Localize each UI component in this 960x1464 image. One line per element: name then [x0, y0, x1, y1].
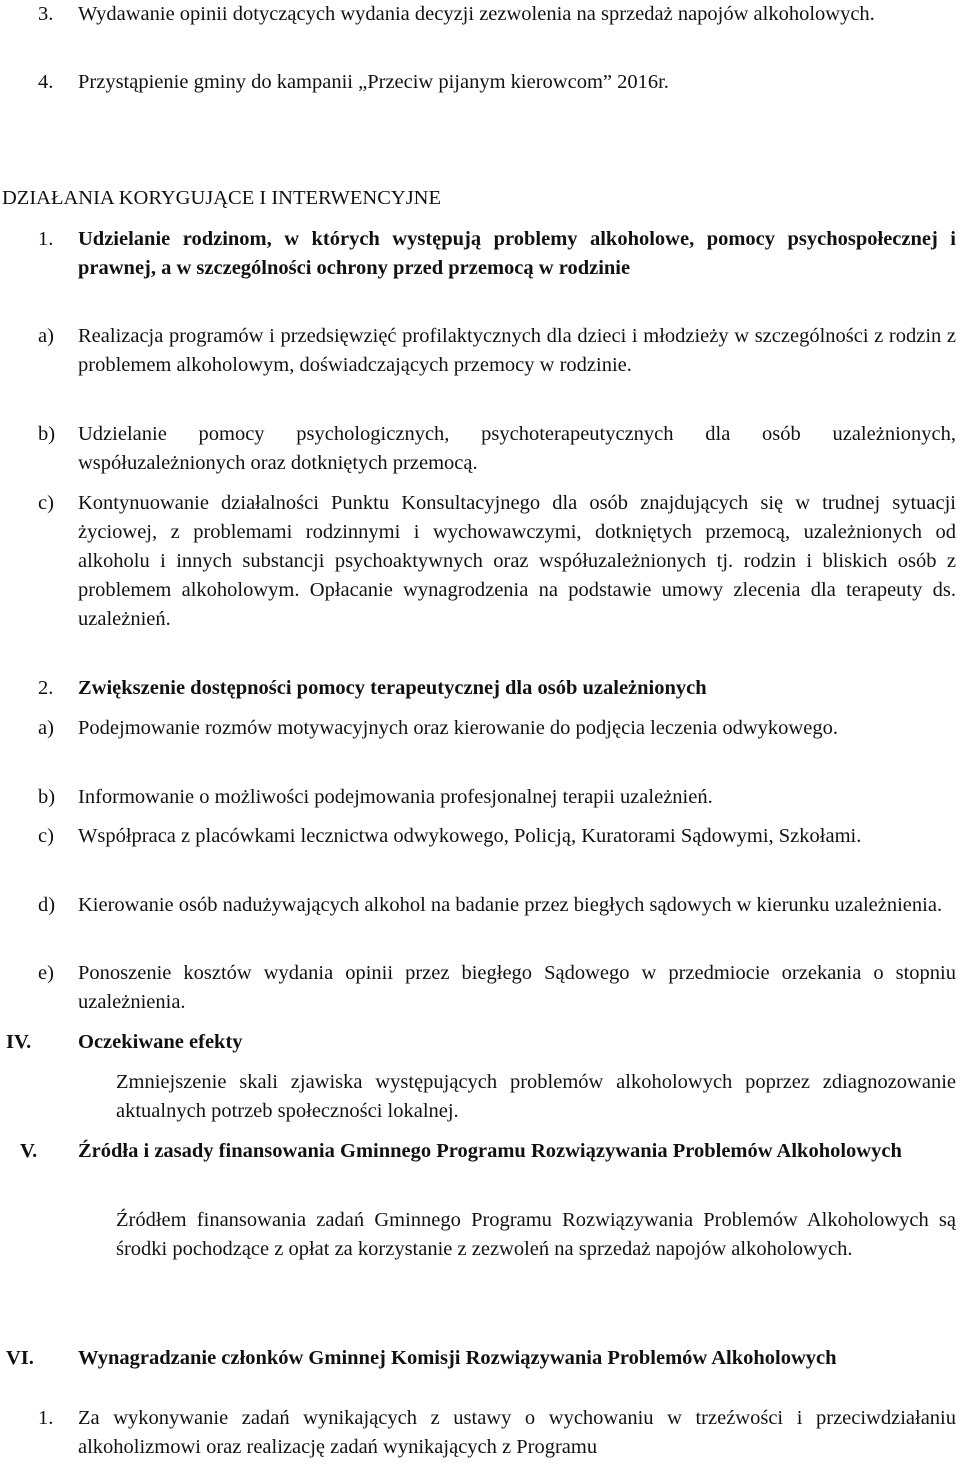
sub-item-text: Informowanie o możliwości podejmowania profesjonalnej terapii uzależnień. [78, 786, 713, 808]
section-number: IV. [6, 1031, 32, 1053]
sub-item-text: Kierowanie osób nadużywających alkohol na badanie przez biegłych sądowych w kierunku uzależnienia. [78, 894, 943, 916]
section-title: Źródła i zasady finansowania Gminnego Programu Rozwiązywania Problemów Alkoholowych [78, 1140, 902, 1162]
list-number: 4. [38, 71, 54, 93]
sub-item-text: Udzielanie pomocy psychologicznych, psychoterapeutycznych dla osób uzależnionych, współuzależnionych oraz dotkniętych przemocą. [78, 423, 956, 474]
section-number: V. [20, 1140, 38, 1162]
section-heading: DZIAŁANIA KORYGUJĄCE I INTERWENCYJNE [2, 187, 442, 209]
list-item-text: Przystąpienie gminy do kampanii „Przeciw pijanym kierowcom” 2016r. [78, 71, 669, 93]
item-title: Zwiększenie dostępności pomocy terapeutycznej dla osób uzależnionych [78, 677, 707, 699]
sub-letter: c) [38, 825, 54, 847]
list-item-text: Wydawanie opinii dotyczących wydania decyzji zezwolenia na sprzedaż napojów alkoholowych. [78, 3, 875, 25]
list-number: 3. [38, 3, 54, 25]
section-body: Źródłem finansowania zadań Gminnego Programu Rozwiązywania Problemów Alkoholowych są środki pochodzące z opłat za korzystanie z zezwoleń na sprzedaż napojów alkoholowych. [116, 1209, 956, 1260]
sub-item-text: Podejmowanie rozmów motywacyjnych oraz kierowanie do podjęcia leczenia odwykowego. [78, 717, 838, 739]
item-number: 2. [38, 677, 54, 699]
section-title: Wynagradzanie członków Gminnej Komisji Rozwiązywania Problemów Alkoholowych [78, 1347, 837, 1369]
item-title: Udzielanie rodzinom, w których występują problemy alkoholowe, pomocy psychospołecznej i prawnej, a w szczególności ochrony przed przemocą w rodzinie [78, 228, 956, 279]
sub-item-text: Ponoszenie kosztów wydania opinii przez biegłego Sądowego w przedmiocie orzekania o stopniu uzależnienia. [78, 962, 956, 1013]
sub-letter: a) [38, 717, 54, 739]
section-number: VI. [6, 1347, 34, 1369]
section-title: Oczekiwane efekty [78, 1031, 243, 1053]
sub-letter: b) [38, 423, 56, 445]
sub-item-text: Realizacja programów i przedsięwzięć profilaktycznych dla dzieci i młodzieży w szczególności z rodzin z problemem alkoholowym, doświadczających przemocy w rodzinie. [78, 325, 956, 376]
sub-letter: a) [38, 325, 54, 347]
item-number: 1. [38, 228, 54, 250]
item-number: 1. [38, 1407, 54, 1429]
sub-letter: b) [38, 786, 56, 808]
sub-letter: d) [38, 894, 56, 916]
item-text: Za wykonywanie zadań wynikających z ustawy o wychowaniu w trzeźwości i przeciwdziałaniu alkoholizmowi oraz realizację zadań wynikających z Programu [78, 1407, 956, 1458]
section-body: Zmniejszenie skali zjawiska występujących problemów alkoholowych poprzez zdiagnozowanie aktualnych potrzeb społeczności lokalnej. [116, 1071, 956, 1122]
sub-item-text: Współpraca z placówkami lecznictwa odwykowego, Policją, Kuratorami Sądowymi, Szkołami. [78, 825, 862, 847]
sub-letter: e) [38, 962, 54, 984]
sub-item-text: Kontynuowanie działalności Punktu Konsultacyjnego dla osób znajdujących się w trudnej sytuacji życiowej, z problemami rodzinnymi i wychowawczymi, dotkniętych przemocą, uzależnionych od alkoholu i innych substancji psychoaktywnych oraz współuzależnionych tj. rodzin i bliskich osób z problemem alkoholowym. Opłacanie wynagrodzenia na podstawie umowy zlecenia dla terapeuty ds. uzależnień. [78, 492, 956, 630]
sub-letter: c) [38, 492, 54, 514]
